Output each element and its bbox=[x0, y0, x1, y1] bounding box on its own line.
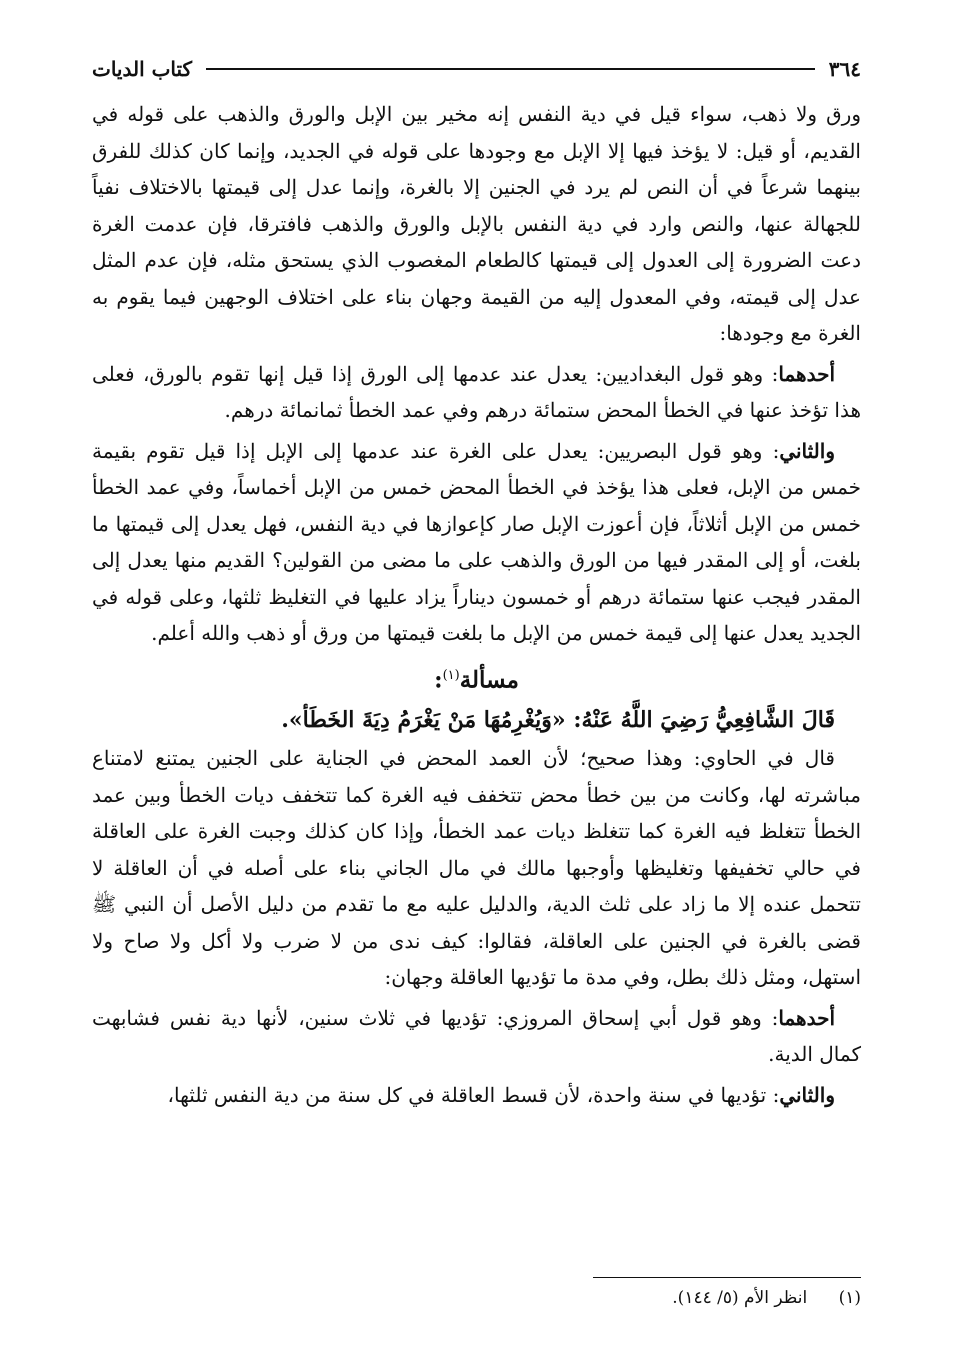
footnote bbox=[672, 1288, 861, 1308]
footnote-divider bbox=[593, 1277, 861, 1278]
footnote-reference: (١) bbox=[442, 667, 460, 683]
footnote-text: انظر الأم (٥/ ١٤٤). bbox=[672, 1288, 808, 1308]
paragraph-intro: ورق ولا ذهب، سواء قيل في دية النفس إنه مخير بين الإبل والورق والذهب على قوله في القديم، أو قيل: لا يؤخذ فيها إلا الإبل مع وجودها على قوله في الجديد، وإنما كان كذلك للفرق بينهما شرعاً في أن النص لم يرد في الجنين إلا بالغرة، وإنما عدل إلى قيمتها بالاختلاف نفياً للجهالة عنها، والنص وارد في دية النفس بالإبل والورق والذهب فافترقا، فإن عدمت الغرة دعت الضرورة إلى العدول إلى قيمتها كالطعام المغصوب الذي يستحق مثله، فإن عدم المثل عدل إلى قيمته، وفي المعدول إليه من القيمة وجهان بناء على اختلاف الوجهين فيما يقوم به الغرة مع وجودها: bbox=[92, 102, 861, 345]
paragraph-hawi: قال في الحاوي: وهذا صحيح؛ لأن العمد المحض في الجناية على الجنين يمتنع لامتناع مباشرته لها، وكانت من بين خطأ محض تتخفف فيه الغرة كما تتخفف ديات الخطأ وبين عمد الخطأ تتغلظ فيه الغرة كما تتغلظ ديات عمد الخطأ، وإذا كان كذلك وجبت الغرة على العاقلة في حالي تخفيفها وتغليظها وأوجبها مالك في مال الجاني بناء على أصله في أن العاقلة لا تتحمل عنده إلا ما زاد على ثلث الدية، والدليل عليه مع ما تقدم من دليل الأصل أن النبي ﷺ قضى بالغرة في الجنين على العاقلة، فقالوا: كيف ندى من لا ضرب ولا أكل ولا صاح ولا استهل، ومثل ذلك بطل، وفي مدة ما تؤديها العاقلة وجهان: bbox=[92, 746, 861, 990]
header-rule bbox=[206, 68, 815, 70]
body-text bbox=[92, 96, 861, 1117]
page-header bbox=[92, 52, 861, 86]
section-title-text: مسألة bbox=[459, 666, 519, 694]
paragraph-first-view bbox=[92, 356, 861, 429]
term-first-period: أحدهما bbox=[778, 1005, 835, 1030]
term-first: أحدهما bbox=[778, 361, 835, 386]
section-title bbox=[92, 656, 861, 701]
paragraph-first-period bbox=[92, 1000, 861, 1073]
paragraph-first-period-text: : وهو قول أبي إسحاق المروزي: تؤديها في ثلاث سنين، لأنها دية نفس فشابهت كمال الدية. bbox=[92, 1005, 861, 1067]
shafii-quote: قَالَ الشَّافِعِيُّ رَضِيَ اللَّهُ عَنْهُ: «وَيُغْرِمُهَا مَنْ يَغْرَمُ دِيَةَ الخَطَأ». bbox=[281, 707, 835, 734]
paragraph-second-period-text: : تؤديها في سنة واحدة، لأن قسط العاقلة في كل سنة من دية النفس ثلثها، bbox=[167, 1082, 780, 1107]
paragraph-second-view bbox=[92, 433, 861, 652]
footnote-number: (١) bbox=[838, 1288, 861, 1308]
paragraph-second-period bbox=[92, 1077, 861, 1114]
section-title-colon: : bbox=[434, 666, 443, 694]
term-second: والثاني bbox=[779, 438, 835, 463]
paragraph-second-view-text: : وهو قول البصريين: يعدل على الغرة عند عدمها إلى الإبل إذا قيل تقوم بقيمة خمس من الإبل، فعلى هذا يؤخذ في الخطأ المحض خمس من الإبل أخماساً، وفي عمد الخطأ خمس من الإبل أثلاثاً، فإن أعوزت الإبل صار كإعوازها في دية النفس، فهل يعدل إلى قيمتها ما بلغت، أو إلى المقدر فيها من الورق والذهب على ما مضى من القولين؟ القديم منها يعدل إلى المقدر فيجب عنها ستمائة درهم أو خمسون ديناراً يزاد عليها في التغليظ ثلثها، وعلى قوله في الجديد يعدل عنها إلى قيمة خمس من الإبل ما بلغت قيمتها من ورق أو ذهب والله أعلم. bbox=[92, 438, 861, 645]
paragraph-first-view-text: : وهو قول البغداديين: يعدل عند عدمها إلى الورق إذا قيل إنها تقوم بالورق، فعلى هذا تؤخذ عنها في الخطأ المحض ستمائة درهم وفي عمد الخطأ ثمانمائة درهم. bbox=[92, 361, 861, 422]
book-title: كتاب الديات bbox=[92, 57, 193, 81]
term-second-period: والثاني bbox=[779, 1082, 835, 1107]
page-number: ٣٦٤ bbox=[828, 57, 861, 81]
